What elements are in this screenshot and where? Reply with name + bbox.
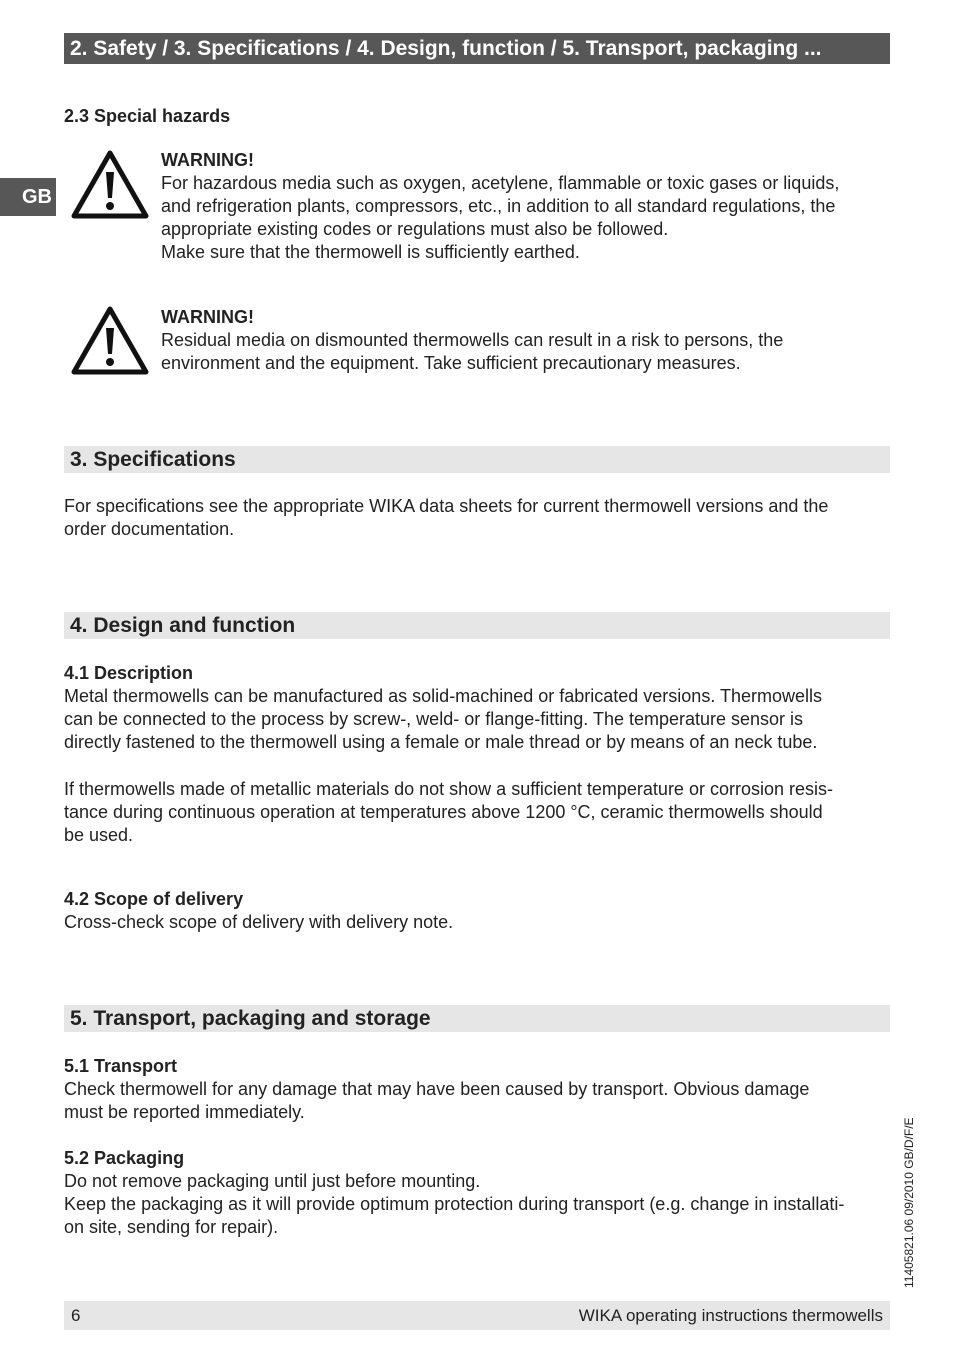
- subheading-special-hazards: 2.3 Special hazards: [64, 106, 231, 126]
- warning-title: WARNING!: [161, 150, 254, 170]
- specifications-paragraph: [64, 495, 890, 541]
- paragraph-line: be used.: [64, 825, 134, 845]
- paragraph-line: can be connected to the process by screw-, weld- or flange-fitting. The temperature sensor is: [64, 709, 804, 729]
- paragraph-line: Metal thermowells can be manufactured as solid-machined or fabricated versions. Thermowells: [64, 686, 823, 706]
- warning-text-line: and refrigeration plants, compressors, etc., in addition to all standard regulations, the: [161, 196, 836, 216]
- document-code: 11405821.06 09/2010 GB/D/F/E: [902, 1117, 916, 1288]
- paragraph-line: must be reported immediately.: [64, 1102, 305, 1122]
- subheading-packaging: 5.2 Packaging: [64, 1148, 185, 1168]
- section-heading-specifications: 3. Specifications: [64, 446, 890, 473]
- warning-triangle-icon: [70, 304, 150, 376]
- description-block: [64, 662, 890, 754]
- language-tab: GB: [0, 178, 56, 216]
- warning-text-line: environment and the equipment. Take sufficient precautionary measures.: [161, 353, 741, 373]
- packaging-block: [64, 1147, 890, 1239]
- warning-box-2: [161, 306, 891, 375]
- paragraph-line: Keep the packaging as it will provide optimum protection during transport (e.g. change in installati-: [64, 1194, 845, 1214]
- description-paragraph-2: [64, 778, 890, 847]
- warning-text-line: Make sure that the thermowell is sufficiently earthed.: [161, 242, 580, 262]
- transport-block: [64, 1055, 890, 1124]
- paragraph-line: directly fastened to the thermowell using a female or male thread or by means of an neck tube.: [64, 732, 818, 752]
- page-footer: [64, 1301, 890, 1330]
- section-heading-transport-packaging: 5. Transport, packaging and storage: [64, 1005, 890, 1032]
- paragraph-line: If thermowells made of metallic materials do not show a sufficient temperature or corrosion resis-: [64, 779, 833, 799]
- subheading-transport: 5.1 Transport: [64, 1056, 178, 1076]
- subheading-description: 4.1 Description: [64, 663, 194, 683]
- footer-document-title: WIKA operating instructions thermowells: [578, 1306, 883, 1325]
- section-heading-design-function: 4. Design and function: [64, 612, 890, 639]
- paragraph-line: tance during continuous operation at temperatures above 1200 °C, ceramic thermowells should: [64, 802, 823, 822]
- paragraph-line: on site, sending for repair).: [64, 1217, 279, 1237]
- page-number: 6: [71, 1306, 81, 1325]
- subheading-scope-of-delivery: 4.2 Scope of delivery: [64, 889, 244, 909]
- warning-text-line: Residual media on dismounted thermowells can result in a risk to persons, the: [161, 330, 784, 350]
- page-header-title: 2. Safety / 3. Specifications / 4. Design, function / 5. Transport, packaging ...: [64, 33, 890, 64]
- paragraph-line: Do not remove packaging until just before mounting.: [64, 1171, 481, 1191]
- warning-text-line: For hazardous media such as oxygen, acetylene, flammable or toxic gases or liquids,: [161, 173, 840, 193]
- warning-text-line: appropriate existing codes or regulations must also be followed.: [161, 219, 669, 239]
- paragraph-line: order documentation.: [64, 519, 235, 539]
- paragraph-line: Check thermowell for any damage that may have been caused by transport. Obvious damage: [64, 1079, 810, 1099]
- paragraph-line: For specifications see the appropriate WIKA data sheets for current thermowell versions and the: [64, 496, 829, 516]
- paragraph-line: Cross-check scope of delivery with delivery note.: [64, 912, 454, 932]
- warning-triangle-icon: [70, 148, 150, 220]
- scope-of-delivery-block: [64, 888, 890, 934]
- warning-box-1: [161, 149, 891, 264]
- warning-title: WARNING!: [161, 307, 254, 327]
